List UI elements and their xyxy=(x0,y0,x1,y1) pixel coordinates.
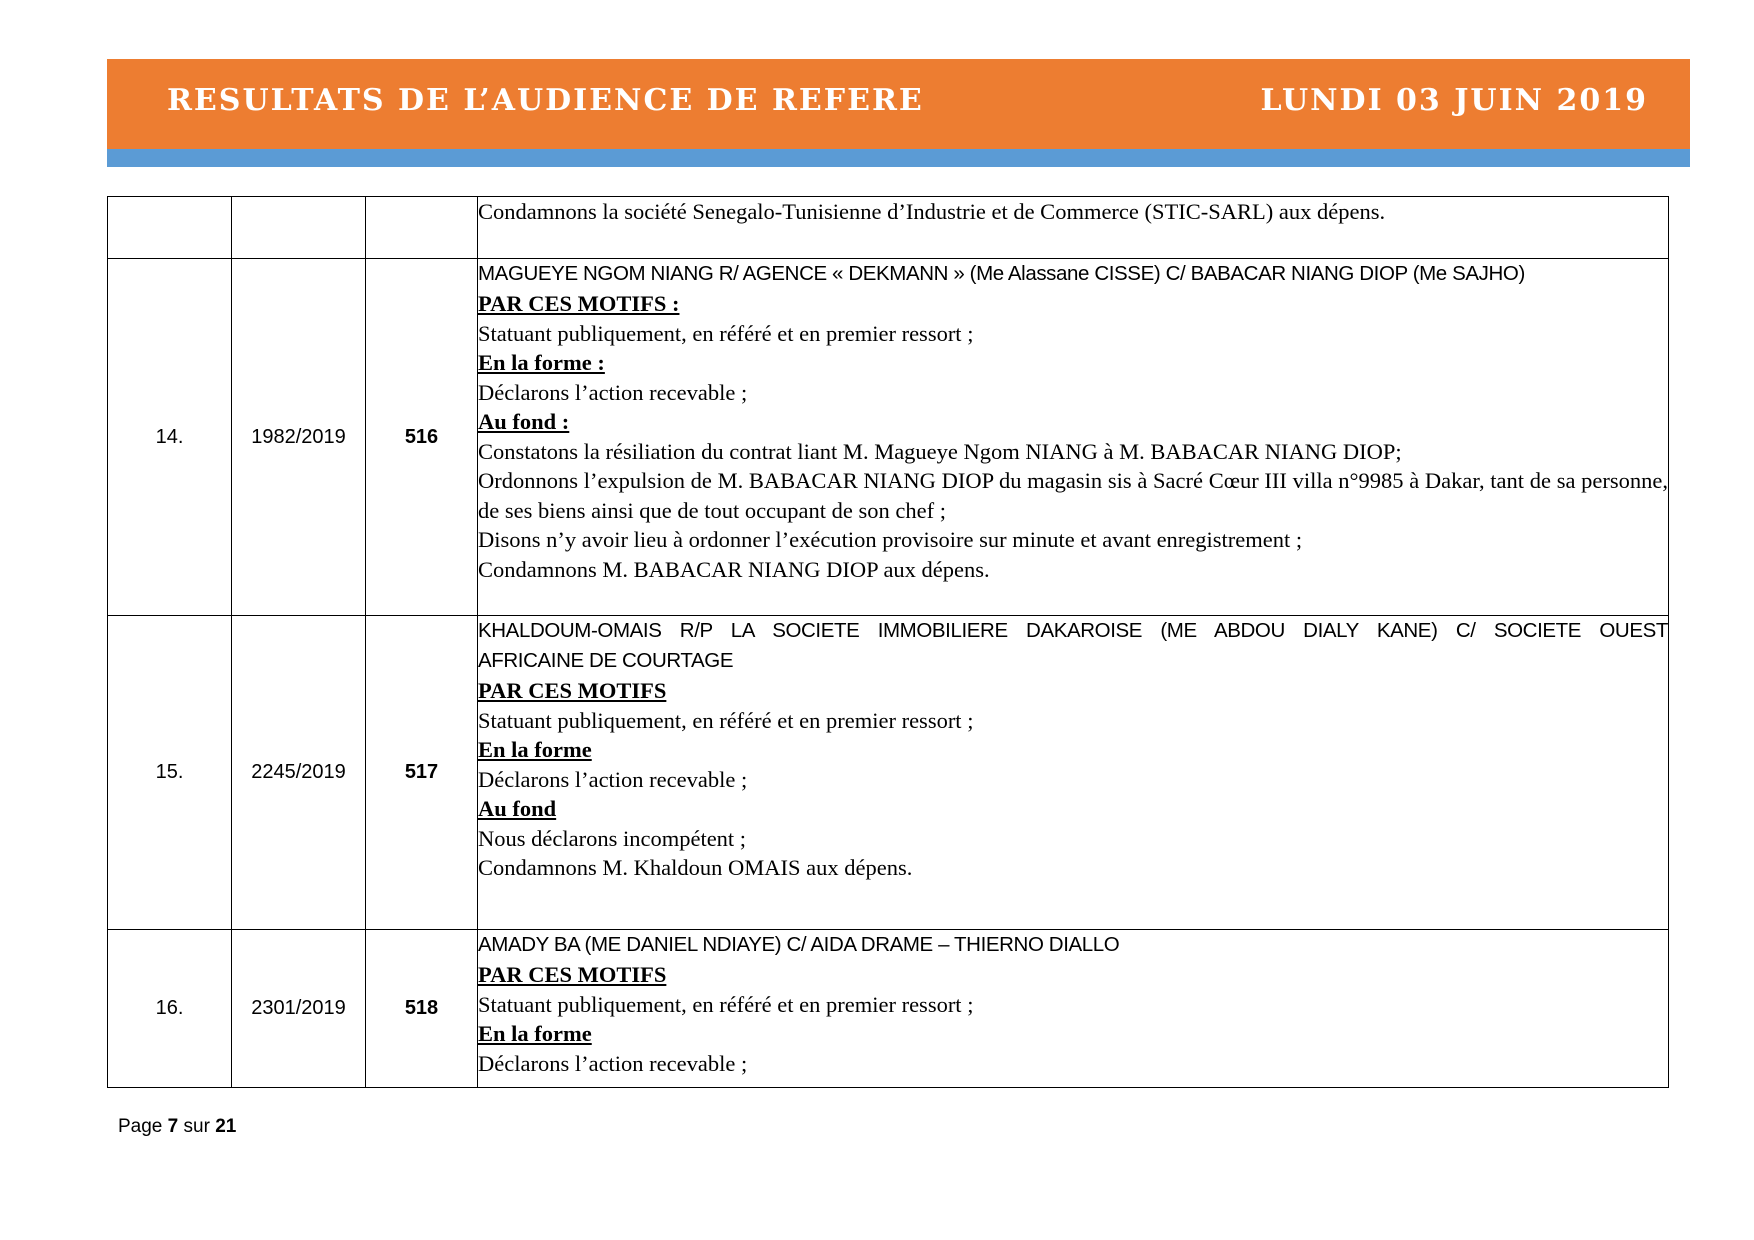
ordonnance-number: 516 xyxy=(366,259,478,616)
row-number xyxy=(108,197,232,259)
decision-text xyxy=(478,259,1669,616)
forme-line: Déclarons l’action recevable ; xyxy=(478,379,748,405)
motifs-heading: PAR CES MOTIFS xyxy=(478,962,667,987)
table-row xyxy=(108,197,1669,259)
decision-text xyxy=(478,930,1669,1088)
ordonnance-number: 517 xyxy=(366,616,478,930)
forme-line: Déclarons l’action recevable ; xyxy=(478,766,748,792)
statuant-line: Statuant publiquement, en référé et en premier ressort ; xyxy=(478,320,974,346)
table-row xyxy=(108,616,1669,930)
page-label: Page xyxy=(118,1116,163,1137)
hearing-date: LUNDI 03 JUIN 2019 xyxy=(1260,83,1648,118)
table-row xyxy=(108,259,1669,616)
fond-line: Ordonnons l’expulsion de M. BABACAR NIANG DIOP du magasin sis à Sacré Cœur III villa n°9985 à Dakar, tant de sa personne, de ses biens ainsi que de tout occupant de son chef ; xyxy=(478,468,1668,523)
decision-text xyxy=(478,616,1669,930)
forme-heading: En la forme xyxy=(478,737,592,762)
dossier-number: 2245/2019 xyxy=(232,616,366,930)
table-row xyxy=(108,930,1669,1088)
fond-heading: Au fond : xyxy=(478,409,570,434)
document-title: RESULTATS DE L’AUDIENCE DE REFERE xyxy=(167,83,924,118)
fond-line: Disons n’y avoir lieu à ordonner l’exécution provisoire sur minute et avant enregistrement ; xyxy=(478,527,1303,552)
decision-text xyxy=(478,197,1669,259)
forme-heading: En la forme : xyxy=(478,350,605,375)
dossier-number: 2301/2019 xyxy=(232,930,366,1088)
header-banner xyxy=(107,59,1690,149)
case-parties: AMADY BA (ME DANIEL NDIAYE) C/ AIDA DRAME – THIERNO DIALLO xyxy=(478,933,1120,956)
statuant-line: Statuant publiquement, en référé et en premier ressort ; xyxy=(478,707,974,733)
header-stripe xyxy=(107,149,1690,167)
page-footer xyxy=(118,1116,236,1138)
fond-line: Nous déclarons incompétent ; xyxy=(478,825,747,851)
forme-line: Déclarons l’action recevable ; xyxy=(478,1050,748,1076)
forme-heading: En la forme xyxy=(478,1021,592,1046)
fond-line: Constatons la résiliation du contrat liant M. Magueye Ngom NIANG à M. BABACAR NIANG DIOP; xyxy=(478,438,1402,464)
row-number: 16. xyxy=(108,930,232,1088)
fond-heading: Au fond xyxy=(478,796,557,821)
dossier-number: 1982/2019 xyxy=(232,259,366,616)
case-parties-continued: AFRICAINE DE COURTAGE xyxy=(478,649,734,672)
case-parties: KHALDOUM-OMAIS R/P LA SOCIETE IMMOBILIERE DAKAROISE (ME ABDOU DIALY KANE) C/ SOCIETE OUEST xyxy=(478,619,1668,642)
row-number: 15. xyxy=(108,616,232,930)
decision-line: Condamnons la société Senegalo-Tunisienne d’Industrie et de Commerce (STIC-SARL) aux dépens. xyxy=(478,199,1386,224)
ordonnance-number xyxy=(366,197,478,259)
row-number: 14. xyxy=(108,259,232,616)
results-table xyxy=(107,196,1669,1088)
page-separator: sur xyxy=(183,1116,210,1137)
ordonnance-number: 518 xyxy=(366,930,478,1088)
statuant-line: Statuant publiquement, en référé et en premier ressort ; xyxy=(478,991,974,1017)
fond-line: Condamnons M. BABACAR NIANG DIOP aux dépens. xyxy=(478,556,990,582)
fond-line: Condamnons M. Khaldoun OMAIS aux dépens. xyxy=(478,855,913,880)
dossier-number xyxy=(232,197,366,259)
case-parties: MAGUEYE NGOM NIANG R/ AGENCE « DEKMANN » (Me Alassane CISSE) C/ BABACAR NIANG DIOP (Me SAJHO) xyxy=(478,262,1525,285)
current-page: 7 xyxy=(167,1116,179,1137)
total-pages: 21 xyxy=(215,1116,237,1137)
motifs-heading: PAR CES MOTIFS : xyxy=(478,291,680,316)
motifs-heading: PAR CES MOTIFS xyxy=(478,678,667,703)
